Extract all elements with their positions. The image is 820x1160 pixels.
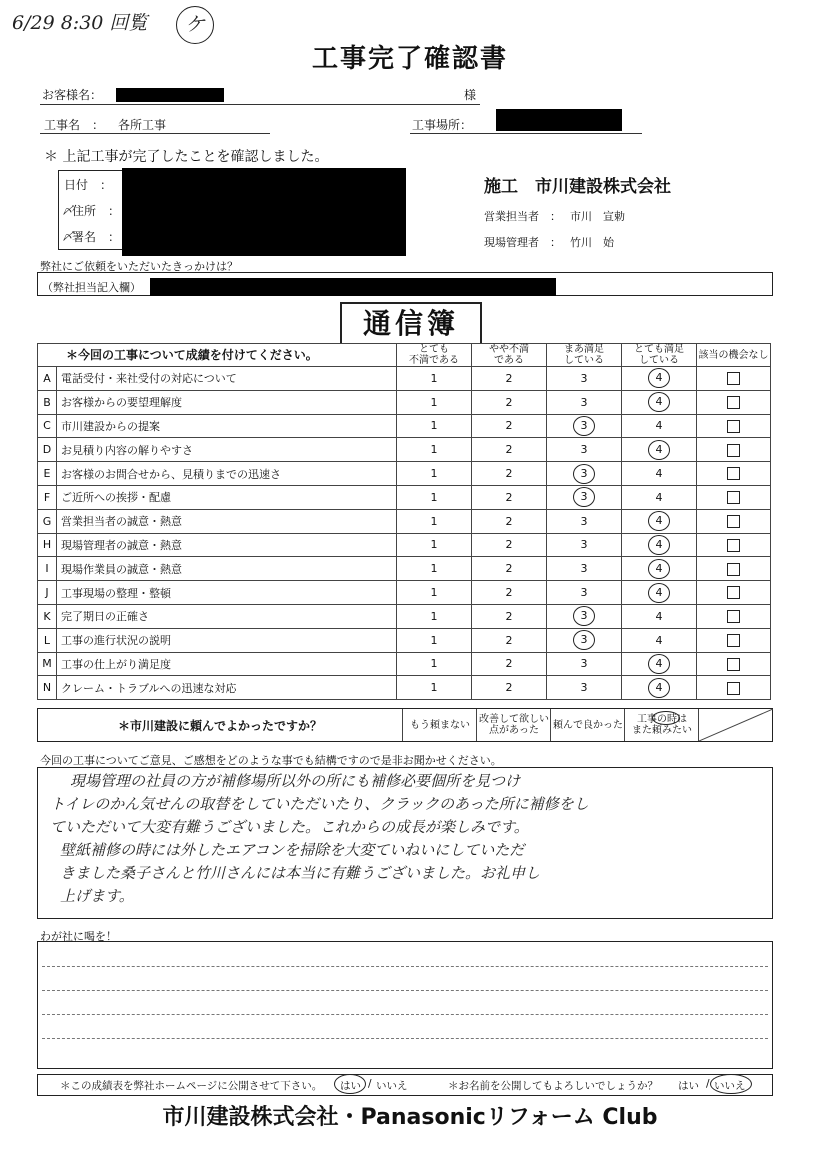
score-value: 3: [580, 395, 588, 409]
grading-row: [38, 485, 771, 509]
score-value: 4: [655, 633, 663, 647]
score-value: 2: [505, 371, 513, 385]
row-letter: F: [38, 485, 57, 509]
row-letter: N: [38, 676, 57, 700]
score-4[interactable]: [622, 462, 697, 486]
strike-mark-1: 〆: [62, 204, 73, 217]
score-2[interactable]: [472, 390, 547, 414]
grading-row: [38, 581, 771, 605]
comment-prompt: 今回の工事についてご意見、ご感想をどのような事でも結構ですので是非お聞かせください。: [40, 754, 502, 767]
row-letter: M: [38, 652, 57, 676]
score-4[interactable]: [622, 652, 697, 676]
circled-score: 3: [573, 416, 595, 436]
score-1[interactable]: [397, 438, 472, 462]
redacted-trigger: [150, 278, 556, 296]
circled-score: 3: [573, 630, 595, 650]
satisfaction-option-2[interactable]: 改善して欲しい 点があった: [476, 709, 551, 741]
col-header-4: とても満足 している: [622, 344, 697, 367]
score-value: 4: [655, 467, 663, 481]
score-2[interactable]: [472, 652, 547, 676]
row-letter: H: [38, 533, 57, 557]
row-letter: L: [38, 628, 57, 652]
footer-company: 市川建設株式会社・Panasonicリフォーム Club: [162, 1105, 658, 1130]
score-3[interactable]: [547, 462, 622, 486]
score-1[interactable]: [397, 390, 472, 414]
circled-score: 4: [648, 654, 670, 674]
grading-row: [38, 414, 771, 438]
grading-row: [38, 533, 771, 557]
score-value: 3: [580, 514, 588, 528]
score-1[interactable]: [397, 604, 472, 628]
score-4[interactable]: [622, 438, 697, 462]
score-3[interactable]: [547, 676, 622, 700]
row-letter: D: [38, 438, 57, 462]
work-name-value: 各所工事: [118, 118, 167, 132]
publish-q2-sep: /: [706, 1078, 710, 1090]
work-site-label: 工事場所：: [412, 118, 473, 132]
na-checkbox[interactable]: [727, 515, 740, 528]
na-checkbox-cell[interactable]: [697, 533, 771, 557]
sign-name-label: 署名 ：: [72, 230, 121, 244]
na-checkbox-cell[interactable]: [697, 462, 771, 486]
grading-row: [38, 628, 771, 652]
work-name-label: 工事名 ：: [44, 118, 105, 132]
score-value: 3: [580, 657, 588, 671]
comment-text: [50, 770, 760, 908]
satisfaction-row: [37, 708, 773, 742]
score-value: 3: [580, 538, 588, 552]
grading-row: [38, 557, 771, 581]
na-checkbox[interactable]: [727, 539, 740, 552]
circled-score: 3: [573, 464, 595, 484]
comment-line: きました桑子さんと竹川さんには本当に有難うございました。お礼申し: [60, 864, 541, 882]
score-value: 1: [430, 419, 438, 433]
score-3[interactable]: [547, 652, 622, 676]
tsushinbo-heading: 通信簿: [340, 302, 482, 344]
score-value: 2: [505, 514, 513, 528]
circled-score: 4: [648, 368, 670, 388]
score-4[interactable]: [622, 390, 697, 414]
na-checkbox-cell[interactable]: [697, 414, 771, 438]
grading-row: [38, 367, 771, 391]
na-checkbox-cell[interactable]: [697, 367, 771, 391]
na-checkbox-cell[interactable]: [697, 604, 771, 628]
score-value: 4: [655, 609, 663, 623]
score-4[interactable]: [622, 367, 697, 391]
publish-q1: ＊この成績表を弊社ホームページに公開させて下さい。: [60, 1080, 323, 1092]
score-value: 1: [430, 490, 438, 504]
row-question: ご近所への挨拶・配慮: [57, 485, 397, 509]
score-2[interactable]: [472, 533, 547, 557]
circled-score: 3: [573, 487, 595, 507]
trigger-question: 弊社にご依頼をいただいたきっかけは？: [40, 260, 238, 273]
comment-line: トイレのかん気せんの取替をしていただいたり、クラックのあった所に補修をし: [50, 795, 589, 813]
score-1[interactable]: [397, 676, 472, 700]
na-checkbox[interactable]: [727, 682, 740, 695]
row-question: クレーム・トラブルへの迅速な対応: [57, 676, 397, 700]
row-letter: B: [38, 390, 57, 414]
na-checkbox-cell[interactable]: [697, 557, 771, 581]
row-letter: K: [38, 604, 57, 628]
score-value: 1: [430, 467, 438, 481]
score-3[interactable]: [547, 390, 622, 414]
publish-q2-no[interactable]: いいえ: [714, 1080, 746, 1092]
score-value: 1: [430, 538, 438, 552]
score-4[interactable]: [622, 485, 697, 509]
score-value: 2: [505, 538, 513, 552]
contractor-label: 施工 市川建設株式会社: [484, 177, 671, 197]
score-2[interactable]: [472, 462, 547, 486]
diagonal-slash-icon: [699, 709, 773, 741]
satisfaction-option-4[interactable]: 工事の時は また頼みたい: [624, 709, 699, 741]
score-1[interactable]: [397, 367, 472, 391]
na-checkbox-cell[interactable]: [697, 509, 771, 533]
redacted-signature-block: [122, 168, 406, 256]
publish-q1-no[interactable]: いいえ: [376, 1080, 408, 1092]
score-1[interactable]: [397, 533, 472, 557]
grading-row: [38, 509, 771, 533]
grading-row: [38, 462, 771, 486]
circled-mark: ケ: [176, 6, 214, 44]
score-value: 1: [430, 395, 438, 409]
score-value: 2: [505, 609, 513, 623]
row-question: 現場作業員の誠意・熱意: [57, 557, 397, 581]
score-2[interactable]: [472, 438, 547, 462]
score-4[interactable]: [622, 676, 697, 700]
score-2[interactable]: [472, 557, 547, 581]
row-question: 市川建設からの提案: [57, 414, 397, 438]
grading-question: ＊今回の工事について成績を付けてください。: [38, 344, 397, 367]
satisfaction-option-1[interactable]: もう頼まない: [402, 709, 477, 741]
score-value: 2: [505, 490, 513, 504]
circled-score: 4: [648, 678, 670, 698]
publish-q1-sep: /: [368, 1078, 372, 1090]
row-question: 営業担当者の誠意・熱意: [57, 509, 397, 533]
circled-score: 4: [648, 392, 670, 412]
na-checkbox[interactable]: [727, 563, 740, 576]
score-value: 1: [430, 514, 438, 528]
na-checkbox[interactable]: [727, 396, 740, 409]
sales-name: 市川 宣勅: [570, 210, 625, 223]
row-letter: G: [38, 509, 57, 533]
customer-label: お客様名：: [42, 88, 103, 102]
na-checkbox[interactable]: [727, 467, 740, 480]
score-value: 1: [430, 443, 438, 457]
grading-row: [38, 676, 771, 700]
score-4[interactable]: [622, 557, 697, 581]
score-1[interactable]: [397, 581, 472, 605]
score-value: 2: [505, 419, 513, 433]
score-value: 1: [430, 681, 438, 695]
score-value: 1: [430, 562, 438, 576]
handwritten-date-note: 6/29 8:30 回覧: [12, 12, 148, 34]
sign-date-label: 日付 ：: [64, 178, 113, 192]
grading-row: [38, 390, 771, 414]
score-value: 2: [505, 443, 513, 457]
na-checkbox-cell[interactable]: [697, 676, 771, 700]
sales-label: 営業担当者 ：: [484, 210, 561, 223]
na-checkbox[interactable]: [727, 420, 740, 433]
score-2[interactable]: [472, 604, 547, 628]
score-value: 1: [430, 586, 438, 600]
score-value: 3: [580, 681, 588, 695]
score-3[interactable]: [547, 604, 622, 628]
col-header-5: 該当の機会なし: [697, 344, 771, 367]
publish-q2-yes[interactable]: はい: [678, 1080, 699, 1092]
shout-label: わが社に喝を！: [40, 930, 117, 943]
circled-score: 3: [573, 606, 595, 626]
trigger-field-label: （弊社担当記入欄）: [42, 281, 141, 294]
score-value: 1: [430, 609, 438, 623]
na-checkbox-cell[interactable]: [697, 581, 771, 605]
shout-box[interactable]: [37, 941, 773, 1069]
score-3[interactable]: [547, 533, 622, 557]
na-checkbox[interactable]: [727, 444, 740, 457]
na-checkbox-cell[interactable]: [697, 390, 771, 414]
score-value: 1: [430, 371, 438, 385]
score-value: 3: [580, 371, 588, 385]
row-letter: J: [38, 581, 57, 605]
col-header-2: やや不満 である: [472, 344, 547, 367]
satisfaction-circle-mark: [652, 711, 680, 725]
score-value: 2: [505, 681, 513, 695]
score-1[interactable]: [397, 462, 472, 486]
score-2[interactable]: [472, 628, 547, 652]
na-checkbox[interactable]: [727, 491, 740, 504]
score-value: 2: [505, 467, 513, 481]
row-letter: A: [38, 367, 57, 391]
row-question: お客様のお問合せから、見積りまでの迅速さ: [57, 462, 397, 486]
customer-line: [40, 86, 480, 105]
score-value: 2: [505, 395, 513, 409]
grading-row: [38, 652, 771, 676]
score-value: 2: [505, 657, 513, 671]
score-value: 1: [430, 633, 438, 647]
redacted-customer-name: [116, 88, 224, 102]
na-checkbox-cell[interactable]: [697, 485, 771, 509]
row-question: お客様からの要望理解度: [57, 390, 397, 414]
site-manager-label: 現場管理者 ：: [484, 236, 561, 249]
score-value: 2: [505, 633, 513, 647]
row-question: 工事現場の整理・整頓: [57, 581, 397, 605]
strike-mark-2: 〆: [62, 230, 73, 243]
comment-line: 現場管理の社員の方が補修場所以外の所にも補修必要個所を見つけ: [70, 772, 521, 790]
comment-line: 上げます。: [60, 887, 134, 905]
score-value: 2: [505, 562, 513, 576]
na-checkbox-cell[interactable]: [697, 628, 771, 652]
score-3[interactable]: [547, 367, 622, 391]
grading-table: [37, 343, 771, 700]
na-checkbox-cell[interactable]: [697, 438, 771, 462]
score-1[interactable]: [397, 628, 472, 652]
score-3[interactable]: [547, 485, 622, 509]
score-value: 4: [655, 419, 663, 433]
row-question: 工事の進行状況の説明: [57, 628, 397, 652]
grading-row: [38, 604, 771, 628]
score-1[interactable]: [397, 485, 472, 509]
score-value: 3: [580, 562, 588, 576]
customer-suffix: 様: [464, 88, 477, 102]
na-checkbox[interactable]: [727, 586, 740, 599]
row-question: お見積り内容の解りやすさ: [57, 438, 397, 462]
score-value: 2: [505, 586, 513, 600]
grading-row: [38, 438, 771, 462]
score-4[interactable]: [622, 533, 697, 557]
score-2[interactable]: [472, 367, 547, 391]
score-1[interactable]: [397, 414, 472, 438]
site-manager-name: 竹川 始: [570, 236, 614, 249]
score-3[interactable]: [547, 509, 622, 533]
col-header-3: まあ満足 している: [547, 344, 622, 367]
score-value: 3: [580, 443, 588, 457]
publish-q2: ＊お名前を公開してもよろしいでしょうか？: [448, 1080, 658, 1092]
satisfaction-option-3[interactable]: 頼んで良かった: [550, 709, 625, 741]
satisfaction-empty-cell: [698, 709, 773, 741]
score-4[interactable]: [622, 581, 697, 605]
score-3[interactable]: [547, 438, 622, 462]
score-2[interactable]: [472, 676, 547, 700]
row-question: 電話受付・来社受付の対応について: [57, 367, 397, 391]
row-question: 完了期日の正確さ: [57, 604, 397, 628]
circled-score: 4: [648, 583, 670, 603]
score-2[interactable]: [472, 509, 547, 533]
na-checkbox[interactable]: [727, 658, 740, 671]
score-4[interactable]: [622, 628, 697, 652]
score-3[interactable]: [547, 628, 622, 652]
row-letter: C: [38, 414, 57, 438]
score-4[interactable]: [622, 604, 697, 628]
circled-score: 4: [648, 535, 670, 555]
comment-line: ていただいて大変有難うございました。これからの成長が楽しみです。: [50, 818, 529, 836]
row-letter: E: [38, 462, 57, 486]
score-2[interactable]: [472, 485, 547, 509]
score-3[interactable]: [547, 557, 622, 581]
document-title: 工事完了確認書: [311, 44, 508, 74]
score-4[interactable]: [622, 414, 697, 438]
score-1[interactable]: [397, 557, 472, 581]
score-2[interactable]: [472, 414, 547, 438]
row-letter: I: [38, 557, 57, 581]
sign-address-label: 住所 ：: [72, 204, 121, 218]
row-question: 工事の仕上がり満足度: [57, 652, 397, 676]
score-2[interactable]: [472, 581, 547, 605]
na-checkbox[interactable]: [727, 610, 740, 623]
na-checkbox[interactable]: [727, 372, 740, 385]
redacted-work-site: [496, 109, 622, 131]
score-4[interactable]: [622, 509, 697, 533]
circled-score: 4: [648, 440, 670, 460]
na-checkbox[interactable]: [727, 634, 740, 647]
na-checkbox-cell[interactable]: [697, 652, 771, 676]
score-value: 3: [580, 586, 588, 600]
score-1[interactable]: [397, 509, 472, 533]
circled-score: 4: [648, 559, 670, 579]
satisfaction-question: ＊市川建設に頼んでよかったですか？: [117, 718, 322, 733]
score-3[interactable]: [547, 414, 622, 438]
publish-bar: [37, 1074, 773, 1096]
circled-score: 4: [648, 511, 670, 531]
publish-q1-yes[interactable]: はい: [340, 1080, 361, 1092]
comment-line: 壁紙補修の時には外したエアコンを掃除を大変ていねいにしていただ: [60, 841, 525, 859]
col-header-1: とても 不満である: [397, 344, 472, 367]
score-3[interactable]: [547, 581, 622, 605]
score-value: 1: [430, 657, 438, 671]
row-question: 現場管理者の誠意・熱意: [57, 533, 397, 557]
score-1[interactable]: [397, 652, 472, 676]
confirm-text: ＊ 上記工事が完了したことを確認しました。: [44, 149, 329, 165]
score-value: 4: [655, 490, 663, 504]
